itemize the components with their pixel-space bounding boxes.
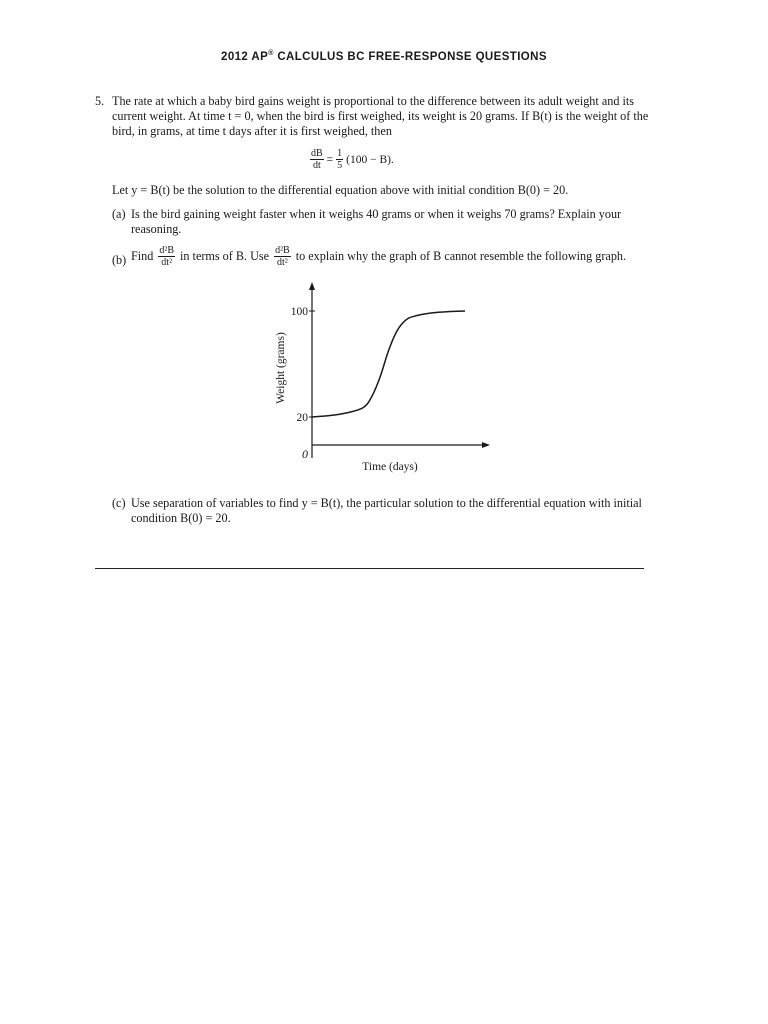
eq-rhs: (100 − B). <box>346 153 394 166</box>
question-number: 5. <box>95 94 105 108</box>
eq-lhs-den: dt <box>312 160 321 171</box>
part-b-label: (b) <box>112 253 127 267</box>
x-axis-arrow <box>482 442 490 448</box>
differential-equation <box>310 148 394 171</box>
part-a-label: (a) <box>112 207 126 221</box>
eq-k-num: 1 <box>337 148 343 159</box>
y-tick-label-100: 100 <box>290 306 308 318</box>
let-statement: Let y = B(t) be the solution to the differential equation above with initial condition B(0) = 20. <box>112 183 569 197</box>
y-axis-arrow <box>309 282 315 290</box>
question-intro: The rate at which a baby bird gains weight is proportional to the difference between its adult weight and its current weight. At time t = 0, when the bird is first weighed, its weight is 20 grams. If B(t) is the weight of the bird, in grams, at time t days after it is first weighed, then <box>112 94 649 138</box>
part-b-deriv-den-2: dt² <box>277 257 288 268</box>
part-b-end: to explain why the graph of B cannot resemble the following graph. <box>295 249 627 263</box>
part-a-text: Is the bird gaining weight faster when it weighs 40 grams or when it weighs 70 grams? Explain your reasoning. <box>131 207 622 236</box>
weight-curve <box>312 311 465 417</box>
part-b-mid: in terms of B. Use <box>180 249 270 263</box>
part-b-deriv-num-2: d²B <box>275 245 290 256</box>
page-header: 2012 AP® CALCULUS BC FREE-RESPONSE QUESTIONS <box>221 50 547 63</box>
part-b-find: Find <box>131 249 154 263</box>
x-axis-label: Time (days) <box>362 461 418 473</box>
y-axis-label: Weight (grams) <box>275 332 287 404</box>
bottom-rule <box>95 568 644 569</box>
part-c-text: Use separation of variables to find y = B(t), the particular solution to the differential equation with initial condition B(0) = 20. <box>131 496 642 525</box>
part-b-deriv-num-1: d²B <box>159 245 175 256</box>
part-b-deriv-den-1: dt² <box>161 257 173 268</box>
weight-chart <box>262 278 502 478</box>
part-b-text <box>131 245 671 268</box>
part-c-label: (c) <box>112 496 126 510</box>
eq-equals: = <box>326 153 334 166</box>
y-tick-label-20: 20 <box>296 412 308 424</box>
eq-lhs-num: dB <box>311 148 323 159</box>
origin-label: 0 <box>302 447 308 461</box>
eq-k-den: 5 <box>337 160 343 171</box>
